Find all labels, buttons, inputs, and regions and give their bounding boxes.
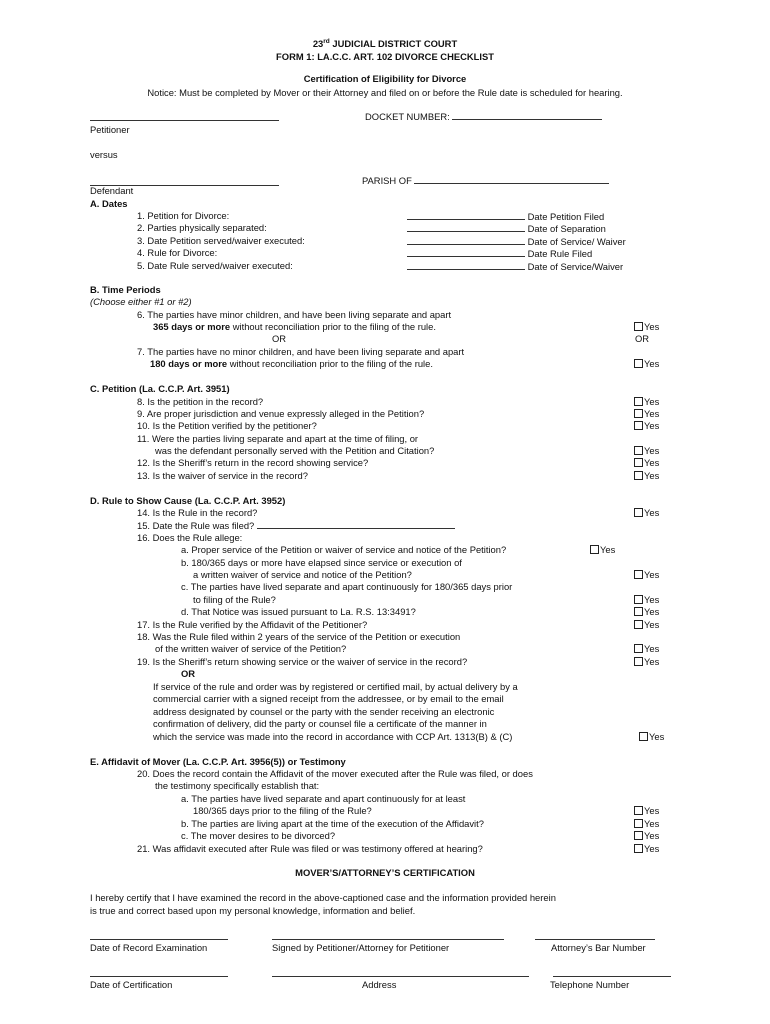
date-field-5[interactable]: Date of Service/Waiver [407, 260, 623, 273]
yes-checkbox-12[interactable]: Yes [634, 457, 659, 469]
checkbox-icon [634, 421, 643, 430]
parish-field[interactable]: PARISH OF [362, 174, 609, 187]
form-title: FORM 1: LA.C.C. ART. 102 DIVORCE CHECKLIST [276, 51, 494, 62]
certification-heading: MOVER’S/ATTORNEY’S CERTIFICATION [295, 867, 475, 878]
item-6-line-1: 6. The parties have minor children, and have been living separate and apart [137, 309, 452, 320]
item-20a-line-2: 180/365 days prior to the filing of the Rule? [193, 805, 372, 816]
signature-line[interactable] [272, 939, 504, 940]
yes-checkbox-service[interactable]: Yes [639, 731, 664, 743]
section-b-subtitle: (Choose either #1 or #2) [90, 296, 192, 307]
item-16a: a. Proper service of the Petition or waiver of service and notice of the Petition? [181, 544, 507, 555]
item-6-line-2: 365 days or more without reconciliation prior to the filing of the rule. [153, 321, 436, 332]
yes-checkbox-11[interactable]: Yes [634, 445, 659, 457]
item-19: 19. Is the Sheriff’s return showing service or the waiver of service in the record? [137, 656, 468, 667]
certification-date-line[interactable] [90, 976, 228, 977]
yes-checkbox-19[interactable]: Yes [634, 656, 659, 668]
yes-checkbox-20a[interactable]: Yes [634, 805, 659, 817]
checkbox-icon [634, 819, 643, 828]
item-20c: c. The mover desires to be divorced? [181, 830, 336, 841]
yes-checkbox-16b[interactable]: Yes [634, 569, 659, 581]
date-item-1: 1. Petition for Divorce: [137, 210, 230, 221]
versus-label: versus [90, 149, 118, 160]
checkbox-icon [634, 359, 643, 368]
checkbox-icon [634, 458, 643, 467]
date-item-5: 5. Date Rule served/waiver executed: [137, 260, 293, 271]
item-8: 8. Is the petition in the record? [137, 396, 264, 407]
item-15[interactable]: 15. Date the Rule was filed? [137, 519, 455, 532]
notice-text: Notice: Must be completed by Mover or their Attorney and filed on or before the Rule date is scheduled for hearing. [147, 87, 623, 98]
yes-checkbox-16d[interactable]: Yes [634, 606, 659, 618]
checkbox-icon [634, 831, 643, 840]
petitioner-line[interactable] [90, 120, 279, 121]
item-16c-line-2: to filing of the Rule? [193, 594, 276, 605]
item-20-line-1: 20. Does the record contain the Affidavit of the mover executed after the Rule was filed, or does [137, 768, 533, 779]
address-line[interactable] [272, 976, 529, 977]
bar-number-label: Attorney’s Bar Number [551, 942, 646, 953]
item-10: 10. Is the Petition verified by the petitioner? [137, 420, 317, 431]
item-21: 21. Was affidavit executed after Rule was filed or was testimony offered at hearing? [137, 843, 483, 854]
section-a-title: A. Dates [90, 198, 128, 209]
item-20-line-2: the testimony specifically establish that: [155, 780, 320, 791]
item-12: 12. Is the Sheriff’s return in the record showing service? [137, 457, 369, 468]
yes-checkbox-9[interactable]: Yes [634, 408, 659, 420]
service-paragraph-4: confirmation of delivery, did the party or counsel file a certificate of the manner in [153, 718, 487, 729]
section-b-title: B. Time Periods [90, 284, 161, 295]
yes-checkbox-16c[interactable]: Yes [634, 594, 659, 606]
checkbox-icon [634, 570, 643, 579]
petitioner-label: Petitioner [90, 124, 130, 135]
checkbox-icon [634, 607, 643, 616]
checkbox-icon [634, 322, 643, 331]
yes-checkbox-20b[interactable]: Yes [634, 818, 659, 830]
certification-date-label: Date of Certification [90, 979, 173, 990]
yes-checkbox-18[interactable]: Yes [634, 643, 659, 655]
date-field-4[interactable]: Date Rule Filed [407, 247, 592, 260]
checkbox-icon [634, 409, 643, 418]
or-label-right: OR [635, 333, 650, 344]
checkbox-icon [634, 446, 643, 455]
docket-number-field[interactable]: DOCKET NUMBER: [365, 110, 602, 123]
yes-checkbox-13[interactable]: Yes [634, 470, 659, 482]
checkbox-icon [634, 397, 643, 406]
checkbox-icon [634, 806, 643, 815]
yes-checkbox-16a[interactable]: Yes [590, 544, 615, 556]
court-title: 23rd JUDICIAL DISTRICT COURT [312, 37, 458, 49]
item-16d: d. That Notice was issued pursuant to La. R.S. 13:3491? [181, 606, 416, 617]
checkbox-icon [634, 508, 643, 517]
telephone-line[interactable] [553, 976, 671, 977]
record-exam-date-line[interactable] [90, 939, 228, 940]
checkbox-icon [634, 620, 643, 629]
service-paragraph-1: If service of the rule and order was by registered or certified mail, by actual delivery by a [153, 681, 518, 692]
signature-label: Signed by Petitioner/Attorney for Petitioner [272, 942, 450, 953]
checkbox-icon [634, 657, 643, 666]
telephone-label: Telephone Number [550, 979, 630, 990]
item-14: 14. Is the Rule in the record? [137, 507, 258, 518]
or-bold: OR [181, 668, 196, 679]
date-field-1[interactable]: Date Petition Filed [407, 210, 604, 223]
address-label: Address [362, 979, 397, 990]
item-17: 17. Is the Rule verified by the Affidavit of the Petitioner? [137, 619, 368, 630]
yes-checkbox-6[interactable]: Yes [634, 321, 659, 333]
certification-text-2: is true and correct based upon my personal knowledge, information and belief. [90, 905, 416, 916]
item-7-line-1: 7. The parties have no minor children, and have been living separate and apart [137, 346, 465, 357]
certification-text-1: I hereby certify that I have examined the record in the above-captioned case and the information provided herein [90, 892, 556, 903]
date-field-3[interactable]: Date of Service/ Waiver [407, 235, 626, 248]
item-16c-line-1: c. The parties have lived separate and apart continuously for 180/365 days prior [181, 581, 513, 592]
checkbox-icon [590, 545, 599, 554]
section-d-title: D. Rule to Show Cause (La. C.C.P. Art. 3952) [90, 495, 286, 506]
record-exam-date-label: Date of Record Examination [90, 942, 208, 953]
yes-checkbox-14[interactable]: Yes [634, 507, 659, 519]
item-7-line-2: 180 days or more without reconciliation prior to the filing of the rule. [150, 358, 433, 369]
service-paragraph-2: commercial carrier with a signed receipt from the addressee, or by email to the email [153, 693, 504, 704]
yes-checkbox-17[interactable]: Yes [634, 619, 659, 631]
yes-checkbox-8[interactable]: Yes [634, 396, 659, 408]
item-9: 9. Are proper jurisdiction and venue expressly alleged in the Petition? [137, 408, 425, 419]
checkbox-icon [634, 644, 643, 653]
item-18-line-2: of the written waiver of service of the Petition? [155, 643, 347, 654]
bar-number-line[interactable] [535, 939, 655, 940]
checkbox-icon [639, 732, 648, 741]
yes-checkbox-7[interactable]: Yes [634, 358, 659, 370]
item-11-line-2: was the defendant personally served with the Petition and Citation? [155, 445, 435, 456]
checkbox-icon [634, 595, 643, 604]
item-16b-line-2: a written waiver of service and notice of the Petition? [193, 569, 412, 580]
checkbox-icon [634, 471, 643, 480]
item-16: 16. Does the Rule allege: [137, 532, 243, 543]
item-20b: b. The parties are living apart at the time of the execution of the Affidavit? [181, 818, 484, 829]
date-item-3: 3. Date Petition served/waiver executed: [137, 235, 305, 246]
section-c-title: C. Petition (La. C.C.P. Art. 3951) [90, 383, 230, 394]
service-paragraph-3: address designated by counsel or the party with the sender receiving an electronic [153, 706, 495, 717]
yes-checkbox-10[interactable]: Yes [634, 420, 659, 432]
service-paragraph-5: which the service was made into the record in accordance with CCP Art. 1313(B) & (C) [153, 731, 513, 742]
date-item-4: 4. Rule for Divorce: [137, 247, 218, 258]
checkbox-icon [634, 844, 643, 853]
section-e-title: E. Affidavit of Mover (La. C.C.P. Art. 3956(5)) or Testimony [90, 756, 346, 767]
yes-checkbox-21[interactable]: Yes [634, 843, 659, 855]
item-16b-line-1: b. 180/365 days or more have elapsed since service or execution of [181, 557, 462, 568]
date-item-2: 2. Parties physically separated: [137, 222, 267, 233]
item-20a-line-1: a. The parties have lived separate and apart continuously for at least [181, 793, 466, 804]
date-field-2[interactable]: Date of Separation [407, 222, 606, 235]
item-11-line-1: 11. Were the parties living separate and apart at the time of filing, or [137, 433, 419, 444]
certification-title: Certification of Eligibility for Divorce [303, 73, 467, 84]
or-separator: OR [272, 333, 287, 344]
defendant-label: Defendant [90, 185, 134, 196]
item-13: 13. Is the waiver of service in the record? [137, 470, 308, 481]
yes-checkbox-20c[interactable]: Yes [634, 830, 659, 842]
item-18-line-1: 18. Was the Rule filed within 2 years of the service of the Petition or execution [137, 631, 461, 642]
